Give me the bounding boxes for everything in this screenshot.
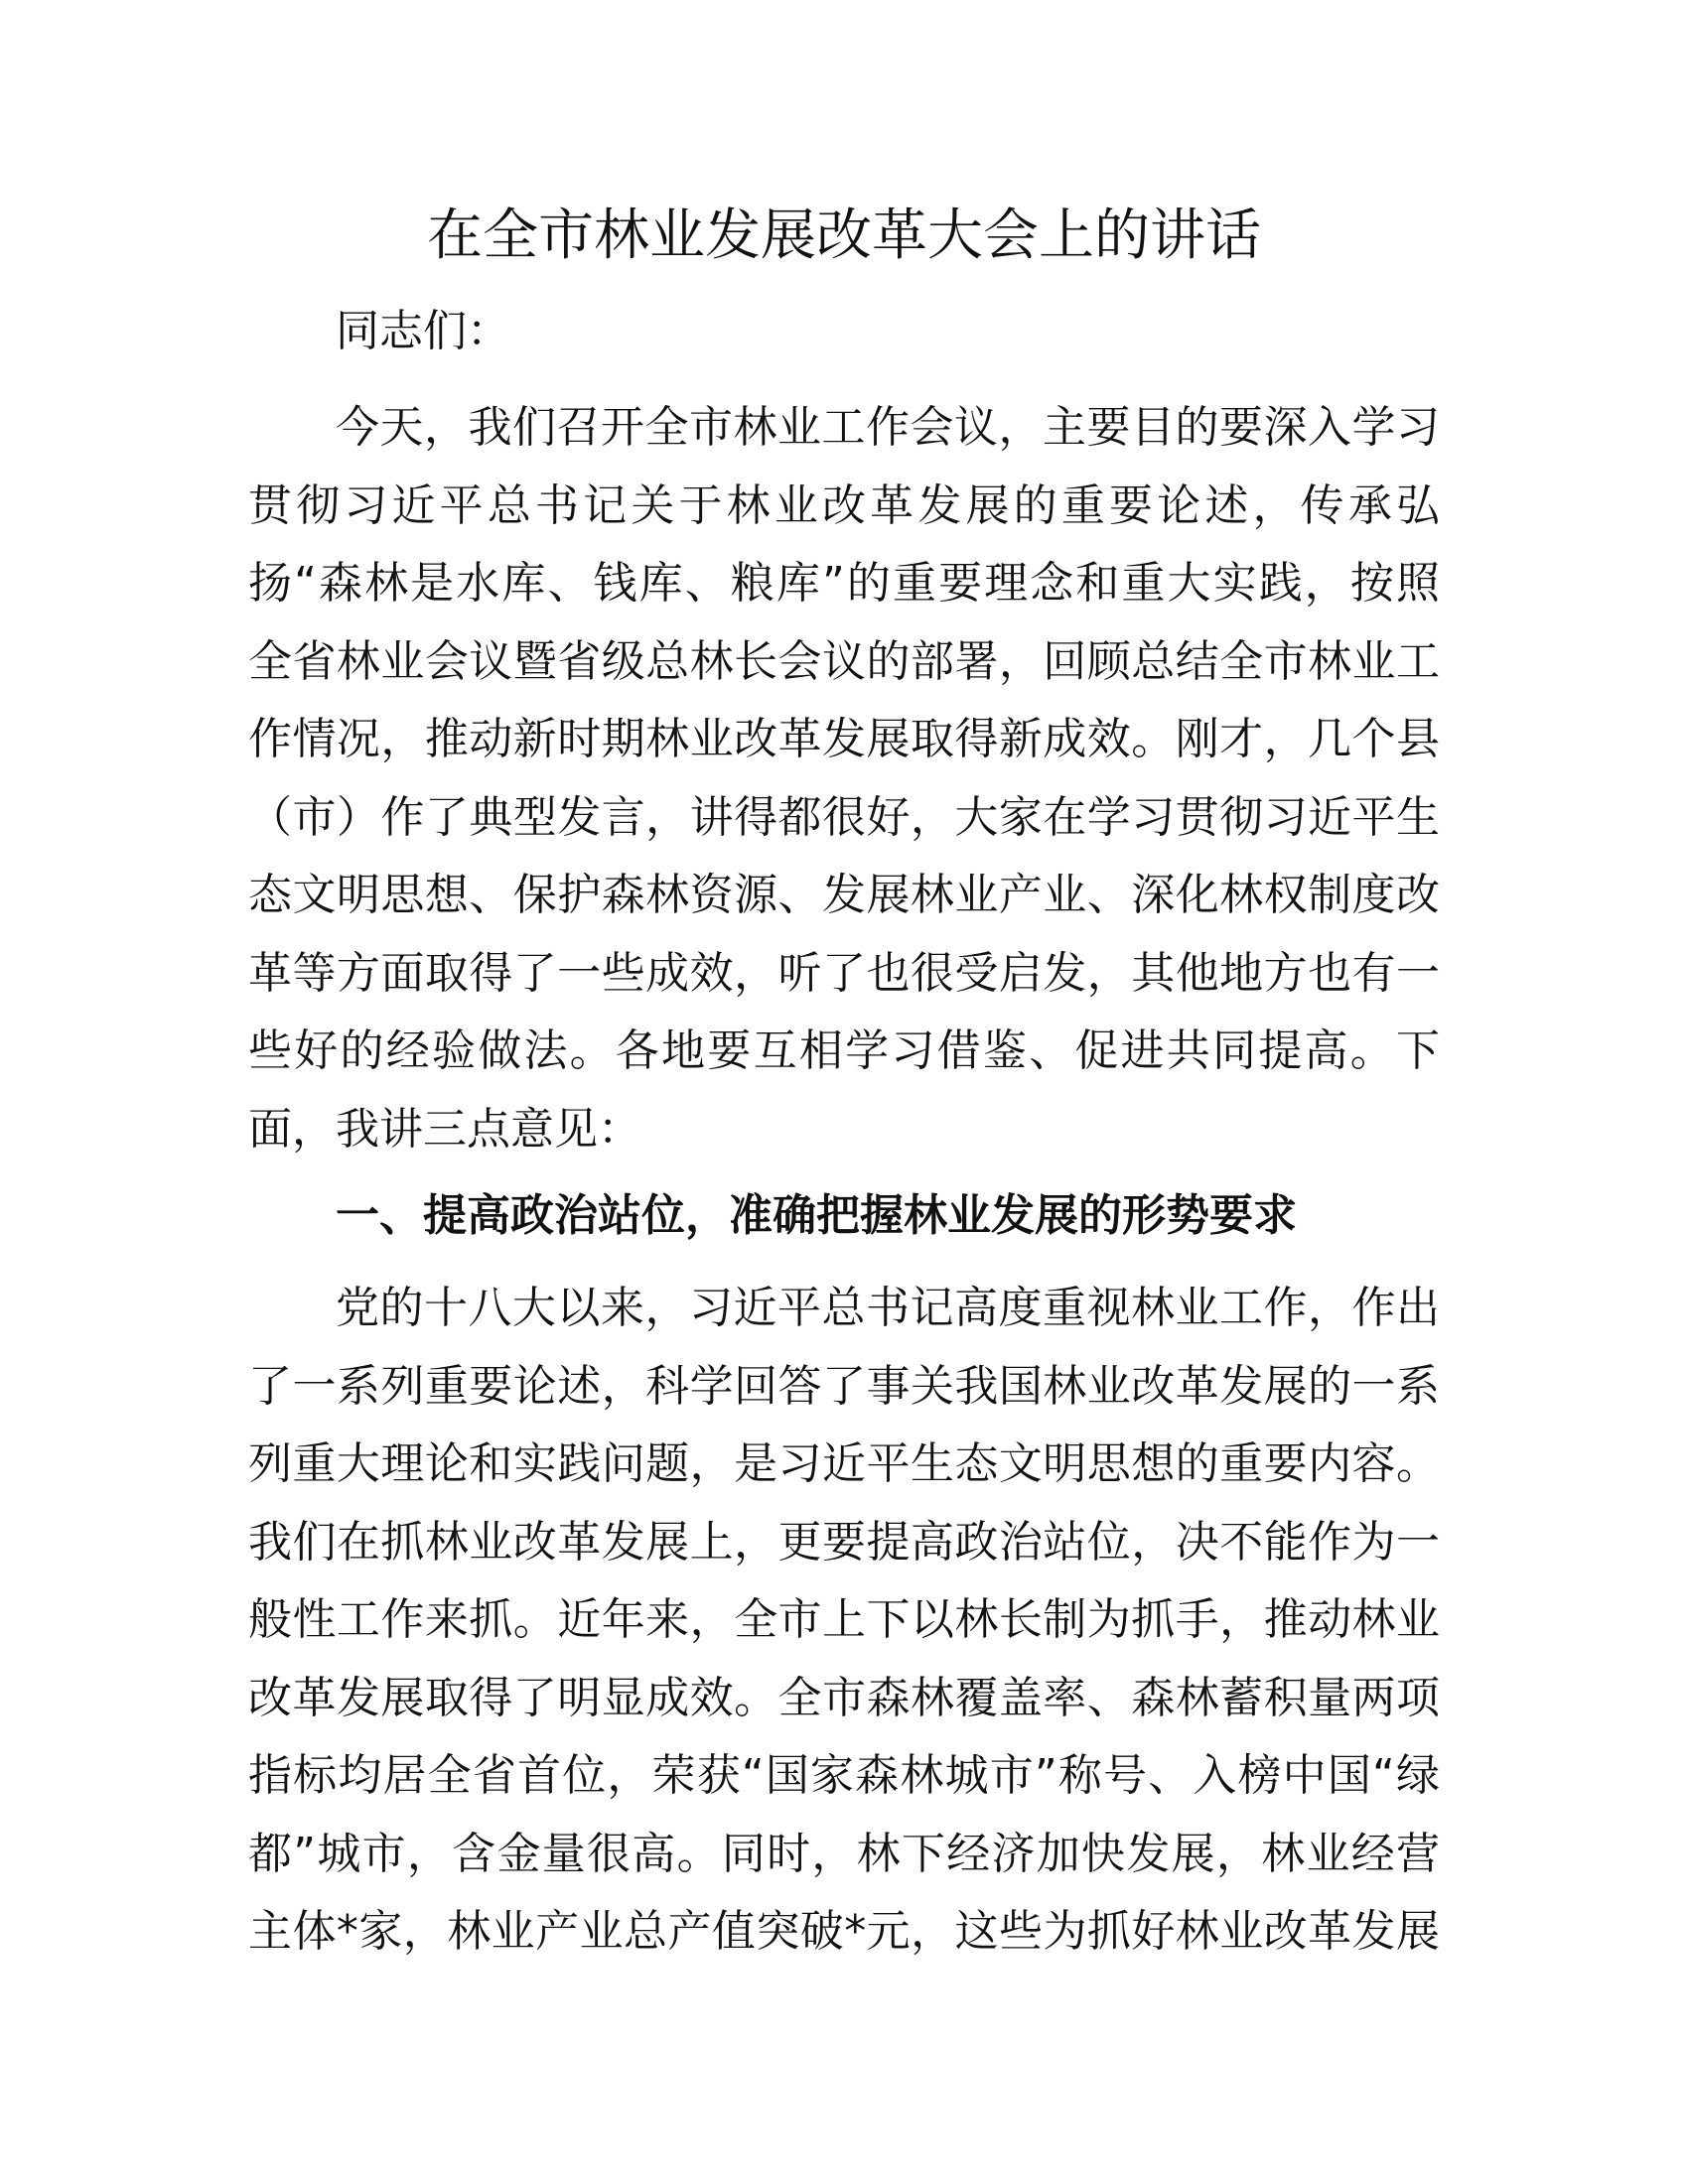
paragraph-line: 般性工作来抓。近年来，全市上下以林长制为抓手，推动林业: [248, 1594, 1440, 1645]
paragraph-line: 贯彻习近平总书记关于林业改革发展的重要论述，传承弘: [248, 479, 1440, 531]
paragraph-line: 党的十八大以来，习近平总书记高度重视林业工作，作出: [336, 1283, 1440, 1333]
paragraph-line: 主体*家，林业产业总产值突破*元，这些为抓好林业改革发展: [248, 1906, 1440, 1957]
paragraph-line: 扬“森林是水库、钱库、粮库”的重要理念和重大实践，按照: [248, 558, 1440, 609]
paragraph-line: 了一系列重要论述，科学回答了事关我国林业改革发展的一系: [248, 1360, 1440, 1412]
paragraph-line: （市）作了典型发言，讲得都很好，大家在学习贯彻习近平生: [248, 791, 1440, 843]
paragraph-line: 作情况，推动新时期林业改革发展取得新成效。刚才，几个县: [248, 714, 1440, 764]
paragraph-line: 面，我讲三点意见：: [248, 1103, 641, 1155]
paragraph-opening: [248, 389, 1440, 1168]
paragraph-line: 今天，我们召开全市林业工作会议，主要目的要深入学习: [336, 402, 1440, 453]
paragraph-section1: [248, 1270, 1440, 1972]
paragraph-line: 我们在抓林业改革发展上，更要提高政治站位，决不能作为一: [248, 1516, 1440, 1568]
paragraph-line: 些好的经验做法。各地要互相学习借鉴、促进共同提高。下: [248, 1025, 1440, 1076]
document-title: 在全市林业发展改革大会上的讲话: [427, 204, 1261, 268]
paragraph-line: 态文明思想、保护森林资源、发展林业产业、深化林权制度改: [248, 870, 1440, 920]
paragraph-line: 全省林业会议暨省级总林长会议的部署，回顾总结全市林业工: [248, 635, 1440, 687]
salutation: 同志们：: [336, 306, 510, 356]
document-page: [248, 199, 1440, 1972]
paragraph-line: 都”城市，含金量很高。同时，林下经济加快发展，林业经营: [248, 1828, 1440, 1879]
paragraph-line: 革等方面取得了一些成效，听了也很受启发，其他地方也有一: [248, 947, 1440, 999]
paragraph-line: 列重大理论和实践问题，是习近平生态文明思想的重要内容。: [248, 1438, 1440, 1489]
section-heading-1: 一、提高政治站位，准确把握林业发展的形势要求: [336, 1190, 1297, 1241]
paragraph-line: 指标均居全省首位，荣获“国家森林城市”称号、入榜中国“绿: [248, 1750, 1440, 1801]
paragraph-line: 改革发展取得了明显成效。全市森林覆盖率、森林蓄积量两项: [248, 1672, 1440, 1723]
